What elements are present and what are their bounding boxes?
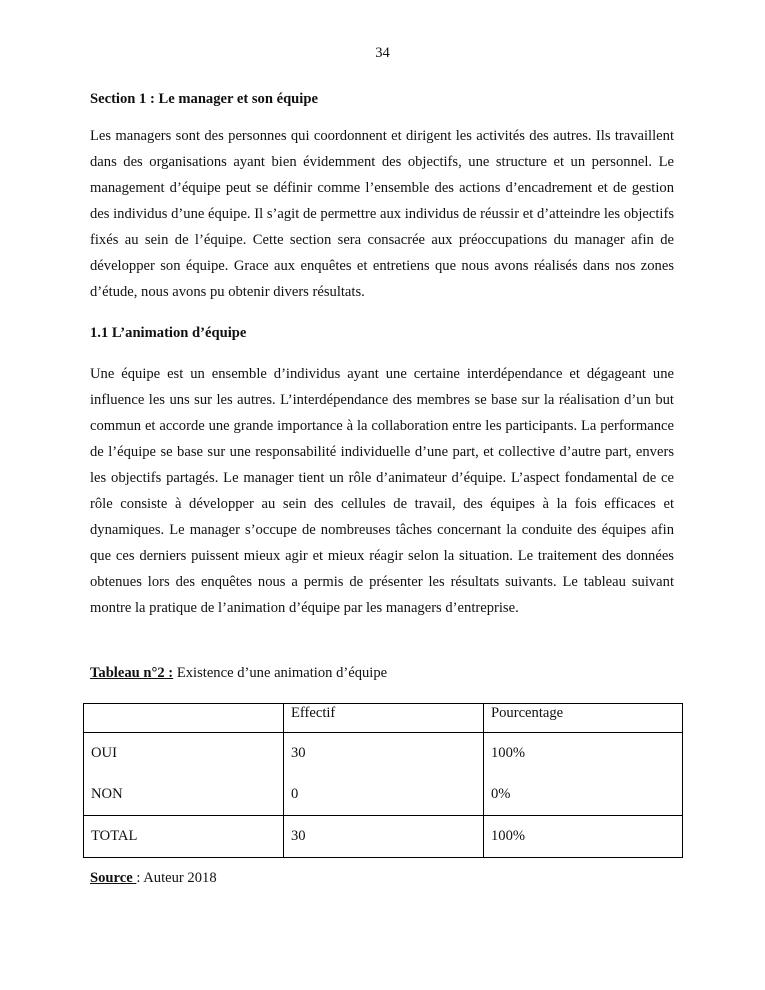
table-header-row <box>84 704 683 733</box>
effectif-column <box>284 733 484 816</box>
source-text: : Auteur 2018 <box>136 870 217 886</box>
section-title: Section 1 : Le manager et son équipe <box>90 91 318 107</box>
table-caption <box>90 665 387 682</box>
cell-non-label: NON <box>91 786 123 802</box>
header-cell-pourcentage: Pourcentage <box>484 704 683 733</box>
cell-total-pourcentage: 100% <box>484 816 683 858</box>
table-body-row <box>84 733 683 816</box>
pourcentage-column <box>484 733 683 816</box>
header-cell-effectif: Effectif <box>284 704 484 733</box>
cell-oui-pourcentage: 100% <box>491 745 526 761</box>
page-number: 34 <box>375 45 390 61</box>
subsection-title: 1.1 L’animation d’équipe <box>90 325 247 341</box>
body-paragraph: Une équipe est un ensemble d’individus ayant une certaine interdépendance et dégageant une influence les uns sur les autres. L’interdépendance des membres se base sur la réalisation d’un but commun et accorde une grande importance à la collaboration entre les participants. La performance de l’équipe se base sur une responsabilité individuelle d’une part, et collective d’autre part, envers les objectifs partagés. Le manager tient un rôle d’animateur d’équipe. L’aspect fondamental de ce rôle consiste à développer au sein des cellules de travail, des équipes à la fois efficaces et dynamiques. Le manager s’occupe de nombreuses tâches concernant la conduite des équipes afin que ces derniers puissent mieux agir et mieux réagir selon la situation. Le traitement des données obtenues lors des enquêtes nous a permis de présenter les résultats suivants. Le tableau suivant montre la pratique de l’animation d’équipe par les managers d’entreprise. <box>90 366 674 616</box>
table-caption-label: Tableau n°2 : <box>90 665 174 681</box>
cell-non-pourcentage: 0% <box>491 786 511 802</box>
table-source <box>90 870 217 887</box>
cell-total-effectif: 30 <box>284 816 484 858</box>
results-table <box>83 703 683 858</box>
table-caption-text: Existence d’une animation d’équipe <box>173 665 388 681</box>
category-column <box>84 733 284 816</box>
header-cell-empty <box>84 704 284 733</box>
intro-paragraph: Les managers sont des personnes qui coordonnent et dirigent les activités des autres. Ils travaillent dans des organisations ayant bien évidemment des objectifs, une structure et un personnel. Le management d’équipe peut se définir comme l’ensemble des actions d’encadrement et de gestion des individus d’une équipe. Il s’agit de permettre aux individus de réussir et d’atteindre les objectifs fixés au sein de l’équipe. Cette section sera consacrée aux préoccupations du manager afin de développer son équipe. Grace aux enquêtes et entretiens que nous avons réalisés dans nos zones d’étude, nous avons pu obtenir divers résultats. <box>90 128 674 300</box>
cell-oui-label: OUI <box>91 745 117 761</box>
cell-oui-effectif: 30 <box>291 745 306 761</box>
table-total-row <box>84 816 683 858</box>
cell-total-label: TOTAL <box>84 816 284 858</box>
cell-non-effectif: 0 <box>291 786 299 802</box>
source-label: Source <box>90 870 137 886</box>
